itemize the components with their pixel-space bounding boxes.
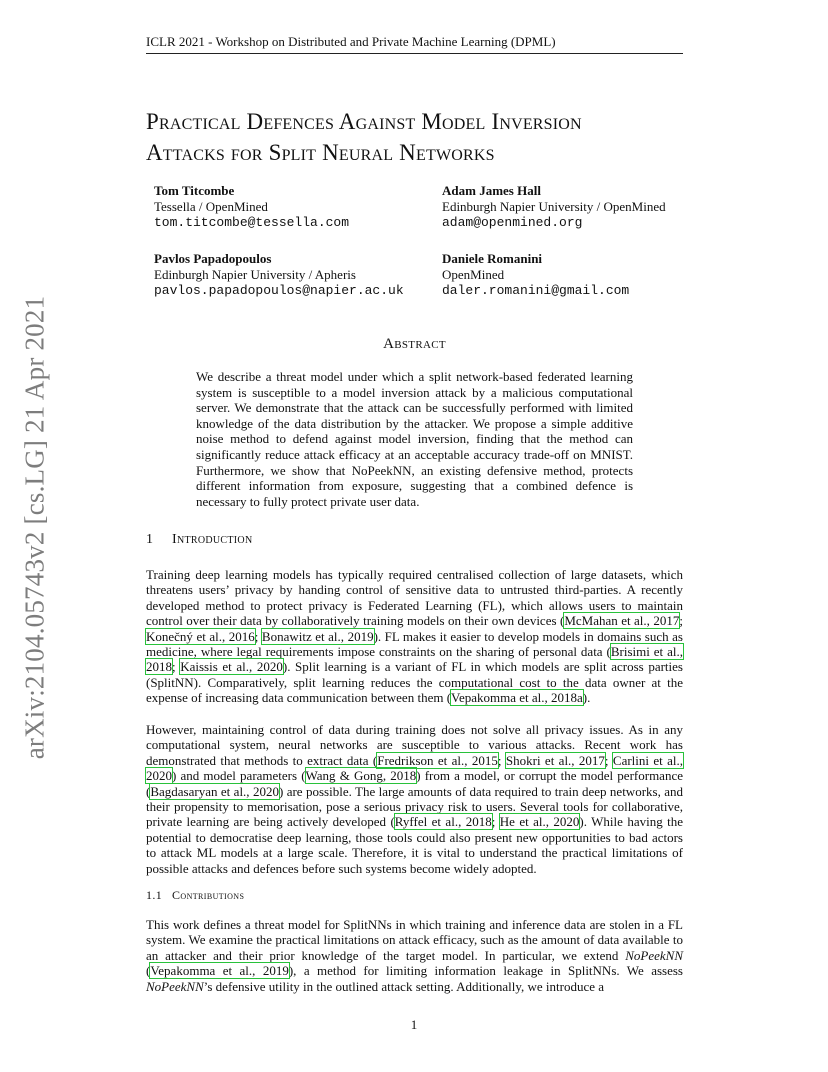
paragraph-text: ( xyxy=(146,963,151,979)
author-affiliation: OpenMined xyxy=(442,267,505,282)
author-affiliation: Edinburgh Napier University / Apheris xyxy=(154,267,356,282)
emphasis-term: NoPeekNN xyxy=(625,947,683,963)
arxiv-identifier-stamp xyxy=(12,292,58,762)
paragraph-text: ). xyxy=(582,690,591,706)
paragraph-text: ) are possible. The large amounts of data required to train deep networks, and their propensity to memorisation, pose a serious privacy risk to users. Several tools for collaborative, private learning are being actively developed ( xyxy=(146,783,684,830)
paragraph-text: ; xyxy=(604,752,613,768)
paragraph-text: ). FL makes it easier to develop models in domains such as medicine, where legal requirements impose constraints on the sharing of personal data ( xyxy=(146,628,683,660)
paragraph-text: ) from a model, or corrupt the model performance ( xyxy=(146,768,683,799)
abstract-text: We describe a threat model under which a split network-based federated learning system is susceptible to a model inversion attack by a malicious computational server. We demonstrate that the attack can be successfully performed with limited knowledge of the data distribution by the attacker. We propose a simple additive noise method to defend against model inversion, finding that the method can significantly reduce attack efficacy at an acceptable accuracy trade-off on MNIST. Furthermore, we show that NoPeekNN, an existing defensive method, protects different information from exposure, suggesting that a combined defence is necessary to fully protect private user data. xyxy=(196,369,633,509)
author-block xyxy=(442,251,629,299)
citation-link[interactable]: Bagdasaryan et al., 2020 xyxy=(150,783,279,799)
arxiv-identifier-text: arXiv:2104.05743v2 [cs.LG] 21 Apr 2021 xyxy=(19,295,50,759)
paper-title xyxy=(146,106,706,168)
paragraph-text: ; xyxy=(679,613,683,629)
citation-link[interactable]: Fredrikson et al., 2015 xyxy=(377,752,498,768)
author-email: adam@openmined.org xyxy=(442,215,583,230)
citation-link[interactable]: He et al., 2020 xyxy=(499,814,580,830)
subsection-heading-contributions xyxy=(146,888,244,903)
citation-link[interactable]: McMahan et al., 2017 xyxy=(564,613,680,629)
emphasis-term: NoPeekNN xyxy=(146,978,204,994)
paragraph-text: ) and model parameters ( xyxy=(172,768,306,784)
paragraph-text: ). Split learning is a variant of FL in which models are split across parties (SplitNN). Comparatively, split learning reduces the computational cost to the data owner at the expense of increasing data communication between them ( xyxy=(146,659,683,706)
author-email: daler.romanini@gmail.com xyxy=(442,283,630,298)
introduction-paragraph-2 xyxy=(146,722,683,876)
citation-link[interactable]: Ryffel et al., 2018 xyxy=(394,814,492,830)
author-name: Adam James Hall xyxy=(442,183,541,198)
running-header: ICLR 2021 - Workshop on Distributed and Private Machine Learning (DPML) xyxy=(146,34,683,54)
paragraph-text: Training deep learning models has typically required centralised collection of large datasets, which threatens users’ privacy by handing control of sensitive data to untrusted third-parties. A recently developed method to protect privacy is Federated Learning (FL), which allows users to maintain control over their data by collaboratively training models on their own devices ( xyxy=(146,567,683,629)
citation-link[interactable]: Shokri et al., 2017 xyxy=(505,752,605,768)
section-title: Introduction xyxy=(172,532,253,547)
author-name: Pavlos Papadopoulos xyxy=(154,251,272,266)
paragraph-text: ; xyxy=(172,659,181,675)
citation-link[interactable]: Brisimi et al., 2018 xyxy=(146,644,683,675)
citation-link[interactable]: Carlini et al., 2020 xyxy=(146,752,683,784)
paragraph-text: ; xyxy=(254,628,262,644)
author-name: Daniele Romanini xyxy=(442,251,543,266)
author-name: Tom Titcombe xyxy=(154,183,235,198)
subsection-number: 1.1 xyxy=(146,888,163,902)
author-affiliation: Tessella / OpenMined xyxy=(154,199,268,214)
paragraph-text: ; xyxy=(491,814,500,830)
citation-link[interactable]: Kaissis et al., 2020 xyxy=(180,659,283,675)
contributions-paragraph xyxy=(146,917,683,994)
citation-link[interactable]: Bonawitz et al., 2019 xyxy=(261,628,374,644)
author-block xyxy=(154,251,404,299)
section-number: 1 xyxy=(146,532,154,547)
paragraph-text: This work defines a threat model for SplitNNs in which training and inference data are stolen in a FL system. We examine the practical limitations on attack efficacy, such as the amount of data available to an attacker and their prior knowledge of the target model. In particular, we extend xyxy=(146,917,683,963)
paragraph-text: ). While having the potential to democratise deep learning, those tools could also present new opportunities to bad actors to attack ML models at a large scale. Therefore, it is vital to understand the practical limitations of possible attacks and defences before such systems become widely adopted. xyxy=(146,814,683,876)
author-affiliation: Edinburgh Napier University / OpenMined xyxy=(442,199,666,214)
author-block xyxy=(154,183,349,231)
paragraph-text: ; xyxy=(497,752,506,768)
page-number: 1 xyxy=(410,1017,418,1032)
citation-link[interactable]: Wang & Gong, 2018 xyxy=(305,768,417,784)
author-email: tom.titcombe@tessella.com xyxy=(154,215,350,230)
paper-title-line-2: Attacks for Split Neural Networks xyxy=(146,140,495,165)
citation-link[interactable]: Konečný et al., 2016 xyxy=(146,628,255,644)
section-heading-introduction xyxy=(146,532,252,548)
paragraph-text: ’s defensive utility in the outlined attack setting. Additionally, we introduce a xyxy=(203,978,605,994)
citation-link[interactable]: Vepakomma et al., 2019 xyxy=(150,963,289,979)
introduction-paragraph-1 xyxy=(146,567,683,706)
paragraph-text: ), a method for limiting information leakage in SplitNNs. We assess xyxy=(288,963,683,979)
author-block xyxy=(442,183,666,231)
subsection-title: Contributions xyxy=(172,888,245,902)
author-email: pavlos.papadopoulos@napier.ac.uk xyxy=(154,283,404,298)
abstract-heading: Abstract xyxy=(383,336,446,352)
paragraph-text: However, maintaining control of data during training does not solve all privacy issues. As in any computational system, neural networks are susceptible to various attacks. Recent work has demonstrated that methods to extract data ( xyxy=(146,722,683,768)
paper-title-line-1: Practical Defences Against Model Inversion xyxy=(146,109,582,134)
citation-link[interactable]: Vepakomma et al., 2018a xyxy=(451,690,583,706)
